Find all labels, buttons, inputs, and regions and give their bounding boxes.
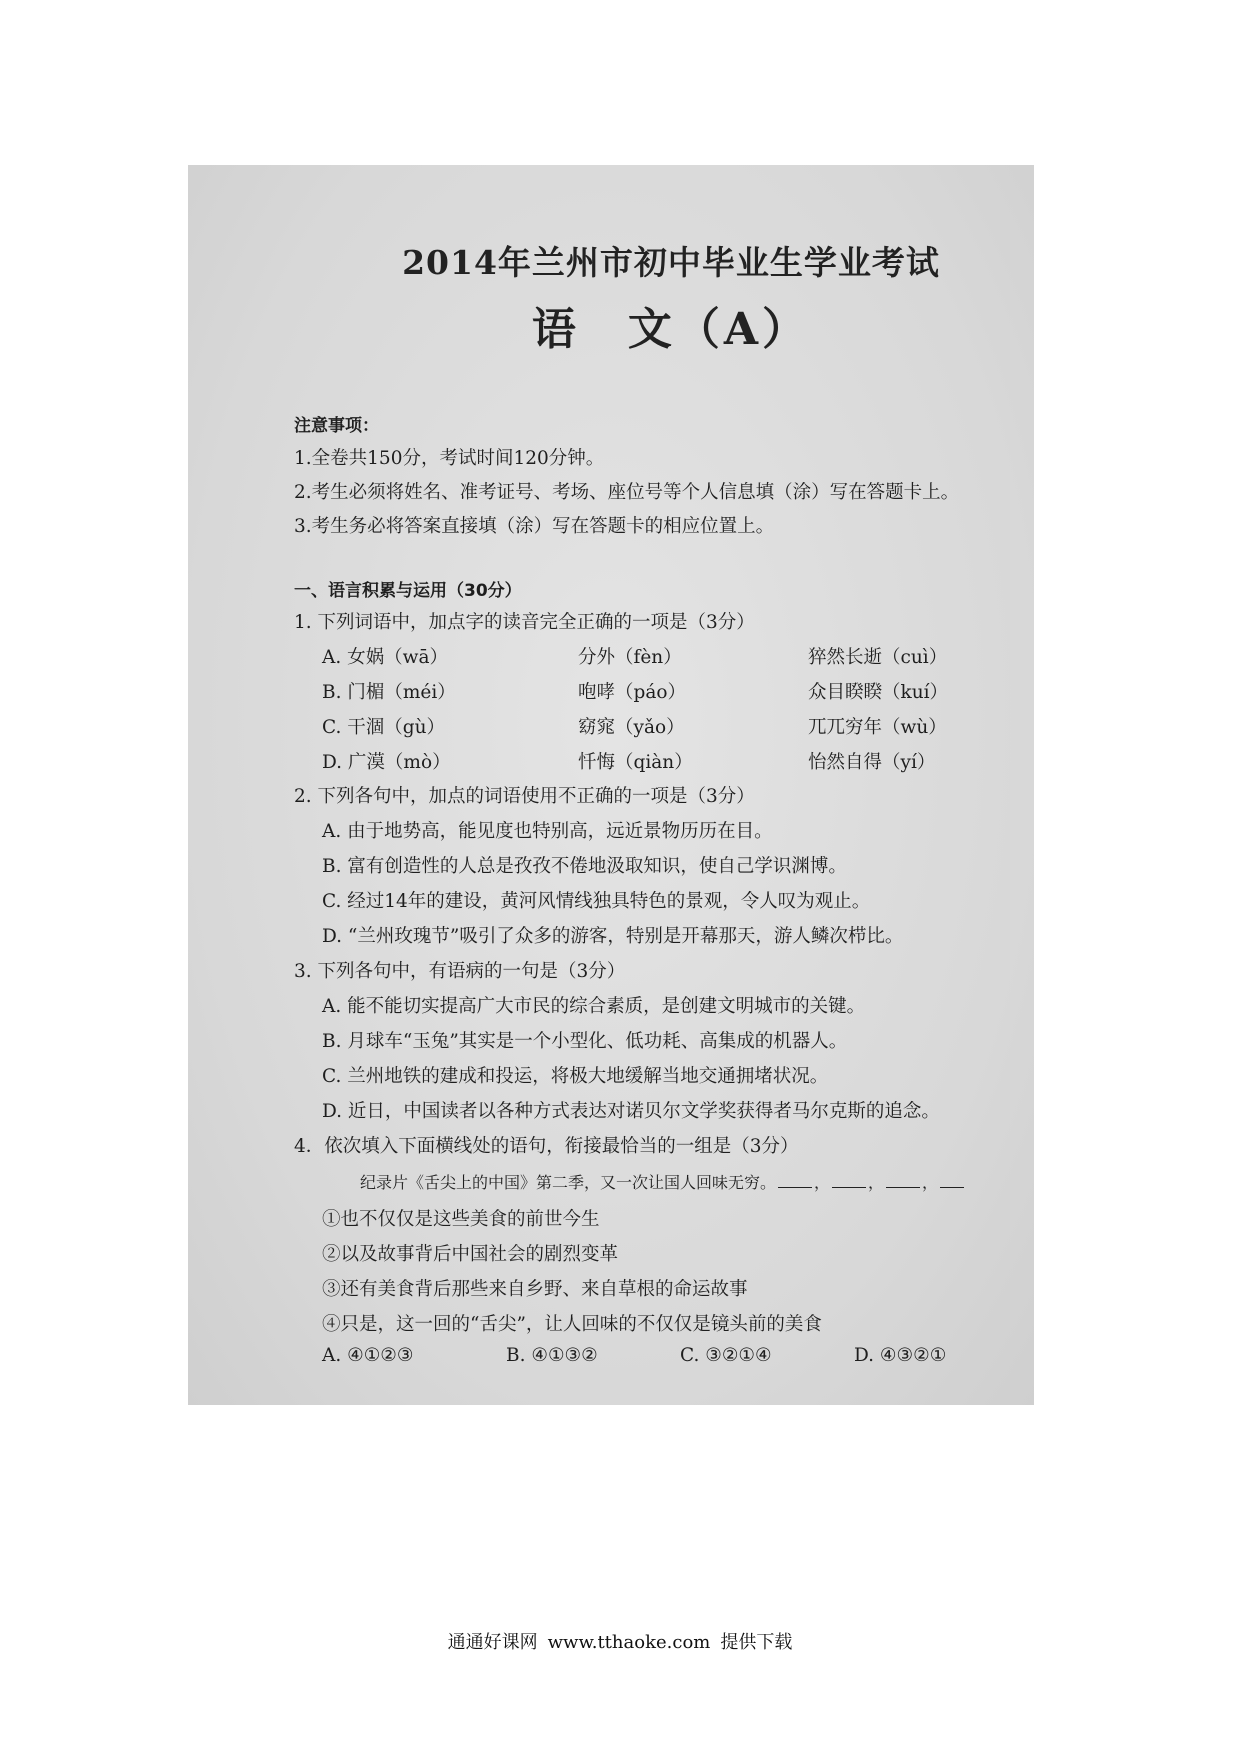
q1-option: B. 门楣（méi）: [322, 682, 456, 703]
q3-option: C. 兰州地铁的建成和投运，将极大地缓解当地交通拥堵状况。: [322, 1066, 829, 1087]
q1-option: 忏悔（qiàn）: [578, 752, 693, 773]
q1-option: 分外（fèn）: [578, 647, 682, 668]
q4-choice: A. ④①②③: [322, 1345, 414, 1366]
q2-option: A. 由于地势高，能见度也特别高，远近景物历历在目。: [322, 821, 773, 842]
q1-option: A. 女娲（wā）: [322, 647, 448, 668]
answer-blank: [886, 1173, 920, 1188]
question-4-stem: 4．依次填入下面横线处的语句，衔接最恰当的一组是（3分）: [294, 1136, 799, 1157]
q1-option: 怡然自得（yí）: [808, 752, 936, 773]
question-3-stem: 3. 下列各句中，有语病的一句是（3分）: [294, 961, 626, 982]
q4-sentence: ④只是，这一回的“舌尖”，让人回味的不仅仅是镜头前的美食: [322, 1314, 822, 1335]
footer-suffix: 提供下载: [720, 1632, 793, 1653]
q4-choice: B. ④①③②: [506, 1345, 598, 1366]
exam-title: 2014年兰州市初中毕业生学业考试: [402, 243, 940, 282]
q1-option: 咆哮（páo）: [578, 682, 687, 703]
footer-url[interactable]: www.tthaoke.com: [547, 1632, 711, 1653]
q1-option: 兀兀穷年（wù）: [808, 717, 947, 738]
question-2-stem: 2. 下列各句中，加点的词语使用不正确的一项是（3分）: [294, 786, 755, 807]
notice-item: 3.考生务必将答案直接填（涂）写在答题卡的相应位置上。: [294, 516, 775, 537]
notice-item: 2.考生必须将姓名、准考证号、考场、座位号等个人信息填（涂）写在答题卡上。: [294, 482, 960, 503]
q3-option: A. 能不能切实提高广大市民的综合素质，是创建文明城市的关键。: [322, 996, 866, 1017]
scanned-exam-page: [188, 165, 1034, 1405]
answer-blank: [832, 1173, 866, 1188]
q2-option: D. “兰州玫瑰节”吸引了众多的游客，特别是开幕那天，游人鳞次栉比。: [322, 926, 904, 947]
notice-heading: 注意事项：: [294, 416, 379, 436]
section-heading: 一、语言积累与运用（30分）: [294, 581, 522, 601]
q2-option: C. 经过14年的建设，黄河风情线独具特色的景观，令人叹为观止。: [322, 891, 871, 912]
q4-passage-text: 纪录片《舌尖上的中国》第二季，又一次让国人回味无穷。: [360, 1173, 777, 1192]
q4-sentence: ③还有美食背后那些来自乡野、来自草根的命运故事: [322, 1279, 748, 1300]
q4-choice: D. ④③②①: [854, 1345, 947, 1366]
question-1-stem: 1. 下列词语中，加点字的读音完全正确的一项是（3分）: [294, 612, 755, 633]
q4-choice: C. ③②①④: [680, 1345, 772, 1366]
q1-option: 猝然长逝（cuì）: [808, 647, 948, 668]
q1-option: D. 广漠（mò）: [322, 752, 451, 773]
notice-item: 1.全卷共150分，考试时间120分钟。: [294, 448, 605, 469]
q3-option: D. 近日，中国读者以各种方式表达对诺贝尔文学奖获得者马尔克斯的追念。: [322, 1101, 940, 1122]
q4-passage: 纪录片《舌尖上的中国》第二季，又一次让国人回味无穷。 ， ， ，: [360, 1170, 964, 1193]
exam-subject: 语 文（A）: [531, 304, 811, 355]
q4-sentence: ②以及故事背后中国社会的剧烈变革: [322, 1244, 619, 1265]
q4-sentence: ①也不仅仅是这些美食的前世今生: [322, 1209, 600, 1230]
q1-option: 窈窕（yǎo）: [578, 717, 685, 738]
answer-blank: [940, 1173, 964, 1188]
q2-option: B. 富有创造性的人总是孜孜不倦地汲取知识，使自己学识渊博。: [322, 856, 847, 877]
footer-site-name: 通通好课网: [447, 1632, 538, 1653]
download-footer: [0, 1628, 1240, 1654]
q1-option: 众目睽睽（kuí）: [808, 682, 949, 703]
q1-option: C. 干涸（gù）: [322, 717, 446, 738]
q3-option: B. 月球车“玉兔”其实是一个小型化、低功耗、高集成的机器人。: [322, 1031, 848, 1052]
answer-blank: [778, 1173, 812, 1188]
